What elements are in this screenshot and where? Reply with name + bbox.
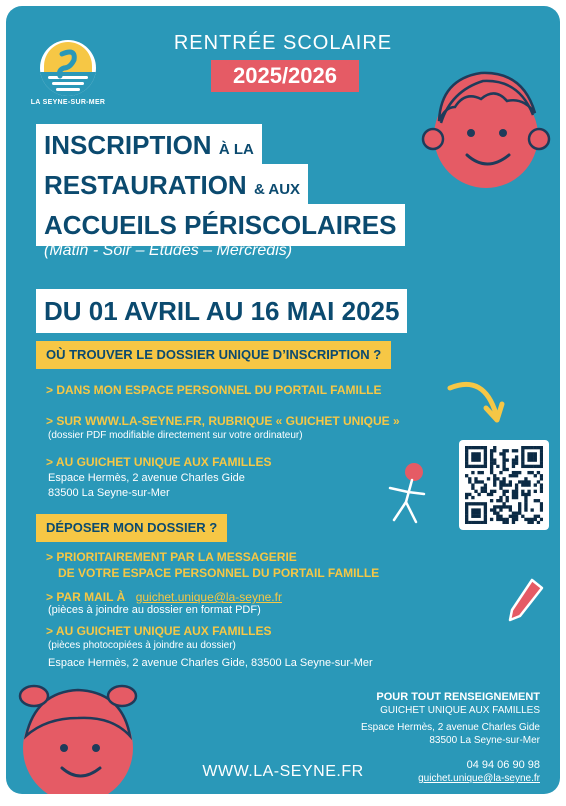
where-item-guichet-addr2: 83500 La Seyne-sur-Mer [48,487,170,499]
contact-addr2: 83500 La Seyne-sur-Mer [429,735,540,746]
where-item-guichet: > AU GUICHET UNIQUE AUX FAMILLES [46,455,272,469]
poster [6,6,560,794]
deposit-mail-note: (pièces à joindre au dossier en format PDF) [48,604,261,616]
title-subtitle: (Matin - Soir – Études – Mercredis) [44,242,293,259]
deposit-mail-prefix: > PAR MAIL À [46,590,126,604]
title-line-1 [36,124,262,166]
deposit-item-guichet-note: (pièces photocopiées à joindre au dossier) [48,640,236,651]
where-item-website-note: (dossier PDF modifiable directement sur votre ordinateur) [48,430,303,441]
title-line-2 [36,164,308,206]
where-item-website: > SUR WWW.LA-SEYNE.FR, RUBRIQUE « GUICHET UNIQUE » [46,414,400,428]
contact-subtitle: GUICHET UNIQUE AUX FAMILLES [380,705,540,716]
registration-dates: DU 01 AVRIL AU 16 MAI 2025 [36,289,407,333]
boy-face-icon [411,51,560,201]
title-et-aux: & AUX [253,181,301,198]
title-accueils: ACCUEILS PÉRISCOLAIRES [44,210,397,240]
title-restauration: RESTAURATION [44,170,247,200]
contact-email-link[interactable]: guichet.unique@la-seyne.fr [418,773,540,784]
deposit-item-messagerie-2: DE VOTRE ESPACE PERSONNEL DU PORTAIL FAMILLE [58,566,380,580]
curved-arrow-icon [444,374,506,430]
website-link[interactable]: WWW.LA-SEYNE.FR [202,763,364,780]
pencil-icon [506,576,546,624]
deposit-item-guichet: > AU GUICHET UNIQUE AUX FAMILLES [46,624,272,638]
title-a-la: À LA [218,141,254,158]
logo-text: LA SEYNE-SUR-MER [30,99,106,106]
deposit-item-guichet-addr: Espace Hermès, 2 avenue Charles Gide, 83500 La Seyne-sur-Mer [48,657,373,669]
where-heading: OÙ TROUVER LE DOSSIER UNIQUE D’INSCRIPTION ? [36,341,391,369]
contact-phone[interactable]: 04 94 06 90 98 [466,759,540,771]
deposit-email-link[interactable]: guichet.unique@la-seyne.fr [135,590,282,604]
contact-addr1: Espace Hermès, 2 avenue Charles Gide [361,722,540,733]
title-line-3 [36,204,405,246]
where-item-portal: > DANS MON ESPACE PERSONNEL DU PORTAIL FAMILLE [46,383,382,397]
stick-figure-icon [384,458,434,528]
deposit-heading: DÉPOSER MON DOSSIER ? [36,514,227,542]
rentree-heading: RENTRÉE SCOLAIRE [173,32,393,54]
qr-code[interactable] [459,440,549,530]
deposit-item-messagerie-1: > PRIORITAIREMENT PAR LA MESSAGERIE [46,550,297,564]
contact-title: POUR TOUT RENSEIGNEMENT [376,691,540,703]
title-inscription: INSCRIPTION [44,130,212,160]
school-year-badge: 2025/2026 [211,60,359,92]
where-item-guichet-addr1: Espace Hermès, 2 avenue Charles Gide [48,472,245,484]
qr-code-icon [465,446,543,524]
